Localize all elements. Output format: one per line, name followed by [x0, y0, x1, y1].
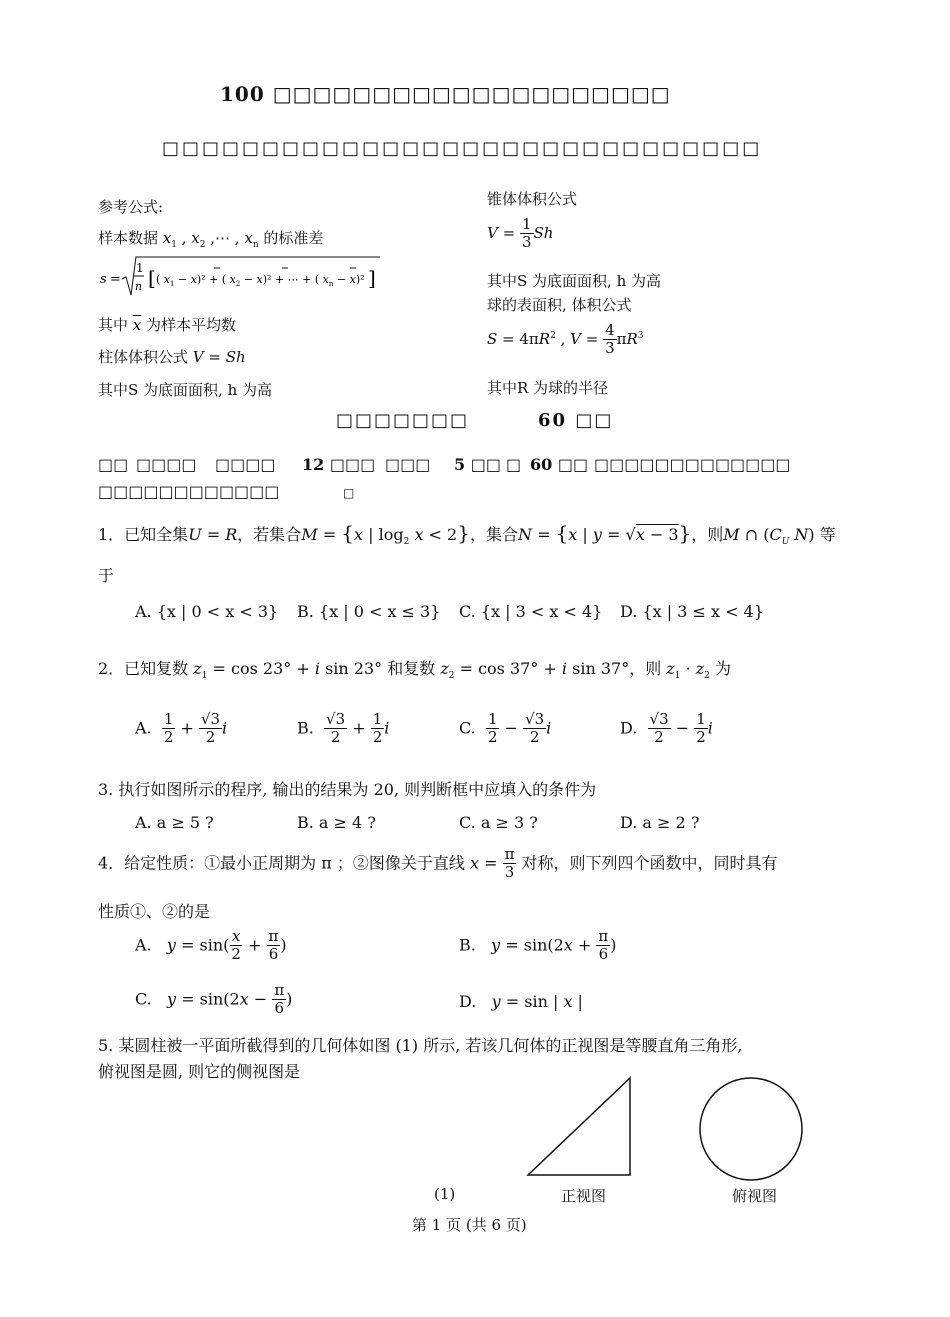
q4-option-c[interactable]: C. y = sin(2x − $\frac{\pi}{6}$ )	[135, 981, 293, 1018]
instructions-part-1: □□□□	[136, 455, 197, 474]
sd-formula	[96, 253, 386, 299]
q4-option-a[interactable]: A. y = sin( $\frac{x}{2}$ + $\frac{\pi}{6}$ )	[135, 927, 287, 964]
q2-option-d[interactable]: D. $\frac{√3}{2}$ − $\frac{1}{2}$ i	[620, 710, 713, 747]
question-3-stem: 3. 执行如图所示的程序, 输出的结果为 20, 则判断框中应填入的条件为	[98, 780, 597, 799]
top-view-circle	[700, 1078, 802, 1180]
page-subtitle: □□□□□□□□□□□□□□□□□□□□□□□□□□□□□□	[162, 138, 763, 159]
xbar-note: 其中 $\overline{x}$ 为样本平均数	[98, 316, 237, 334]
instructions-mark: □	[343, 486, 355, 500]
question-2-stem: 2．已知复数 $z_1 = \cos 23^\circ + i$ sin 23° 和复数 $z_2 = \cos 37^\circ + i$ sin 37°，则 $z_1 \cdot z_2$ 为	[98, 659, 731, 682]
sphere-formula: $S = 4\pi R^2$ , V = $\frac{4}{3}$ $\pi R^3$	[487, 321, 644, 358]
geometry-figure	[520, 1070, 820, 1190]
reference-formulas-label: 参考公式:	[98, 198, 164, 216]
page-title: 100 □□□□□□□□□□□□□□□□□□□□	[220, 82, 671, 106]
svg-text:n: n	[135, 280, 143, 293]
cone-volume-formula: V = $\frac{1}{3}$ Sh	[487, 215, 554, 252]
question-1-stem: 1．已知全集U = R，若集合M = {x | $\log_2 x < 2$}，集合N = {x | y = √x − 3}，则M ∩ ($C_U$ N) 等	[98, 521, 836, 548]
instructions-part-3: 12 □□□	[302, 455, 376, 474]
cone-volume-label: 锥体体积公式	[487, 190, 578, 208]
page-footer: 第 1 页 (共 6 页)	[412, 1216, 527, 1234]
q3-option-d[interactable]: D. a ≥ 2 ?	[620, 813, 700, 832]
q3-option-c[interactable]: C. a ≥ 3 ?	[459, 813, 538, 832]
figure-label-front-view: 正视图	[561, 1187, 607, 1205]
prism-where: 其中S 为底面面积, h 为高	[98, 381, 273, 399]
q2-option-a[interactable]: A. $\frac{1}{2}$ + $\frac{√3}{2}$ i	[135, 710, 228, 747]
question-5-stem-cont: 俯视图是圆, 则它的侧视图是	[98, 1062, 301, 1081]
instructions-part-0: □□	[98, 455, 129, 474]
cone-where: 其中S 为底面面积, h 为高	[487, 272, 662, 290]
q3-option-a[interactable]: A. a ≥ 5 ?	[135, 813, 214, 832]
instructions-part-6: □	[506, 455, 522, 474]
sphere-label: 球的表面积, 体积公式	[487, 296, 632, 314]
sphere-where: 其中R 为球的半径	[487, 379, 609, 397]
q4-option-b[interactable]: B. y = sin(2x + $\frac{\pi}{6}$ )	[459, 927, 617, 964]
svg-text:1: 1	[136, 261, 144, 275]
section-points: 60 □□	[538, 410, 614, 431]
figure-label-top-view: 俯视图	[732, 1187, 778, 1205]
svg-text:[: [	[148, 266, 156, 290]
figure-label-number: (1)	[434, 1185, 456, 1203]
instructions-part-2: □□□□	[215, 455, 276, 474]
prism-volume-formula: 柱体体积公式 V = Sh	[98, 348, 246, 366]
q2-option-b[interactable]: B. $\frac{√3}{2}$ + $\frac{1}{2}$ i	[297, 710, 390, 747]
instructions-line2: □□□□□□□□□□□□	[98, 482, 280, 501]
front-view-triangle	[528, 1078, 630, 1175]
sample-sd-label: 样本数据 $x_1$ , $x_2$ ,⋯ , $x_n$ 的标准差	[98, 229, 324, 250]
q2-option-c[interactable]: C. $\frac{1}{2}$ − $\frac{√3}{2}$ i	[459, 710, 552, 747]
question-4-stem: 4．给定性质：①最小正周期为 π ；②图像关于直线 x = $\frac{\pi}{3}$ 对称，则下列四个函数中，同时具有	[98, 845, 778, 882]
svg-text:s: s	[100, 272, 107, 287]
instructions-part-7: 60 □□	[530, 455, 589, 474]
instructions-part-8: □□□□□□□□□□□□□	[594, 455, 791, 474]
instructions-part-5: 5 □□	[454, 455, 501, 474]
q1-option-a[interactable]: A. {x | 0 < x < 3}	[135, 602, 279, 621]
q1-option-c[interactable]: C. {x | 3 < x < 4}	[459, 602, 603, 621]
question-1-stem-cont: 于	[98, 566, 115, 585]
instructions-part-4: □□□	[385, 455, 431, 474]
section-title: □□□□□□□	[336, 410, 470, 431]
svg-text:( x1 − x)² + ( x2 − x)² + ⋯ +: ( $x_1 - x)^2$ + ( $x_2 - x)^2$ + ⋯ + ( $x_n - x)^2$	[156, 273, 365, 288]
q4-option-d[interactable]: D. y = sin | x |	[459, 992, 583, 1011]
question-5-stem: 5. 某圆柱被一平面所截得到的几何体如图 (1) 所示, 若该几何体的正视图是等腰直角三角形,	[98, 1036, 743, 1055]
q1-option-d[interactable]: D. {x | 3 ≤ x < 4}	[620, 602, 764, 621]
q3-option-b[interactable]: B. a ≥ 4 ?	[297, 813, 376, 832]
q1-option-b[interactable]: B. {x | 0 < x ≤ 3}	[297, 602, 441, 621]
svg-text:=: =	[110, 272, 121, 287]
question-4-stem-cont: 性质①、②的是	[98, 902, 211, 921]
svg-text:]: ]	[368, 266, 376, 290]
